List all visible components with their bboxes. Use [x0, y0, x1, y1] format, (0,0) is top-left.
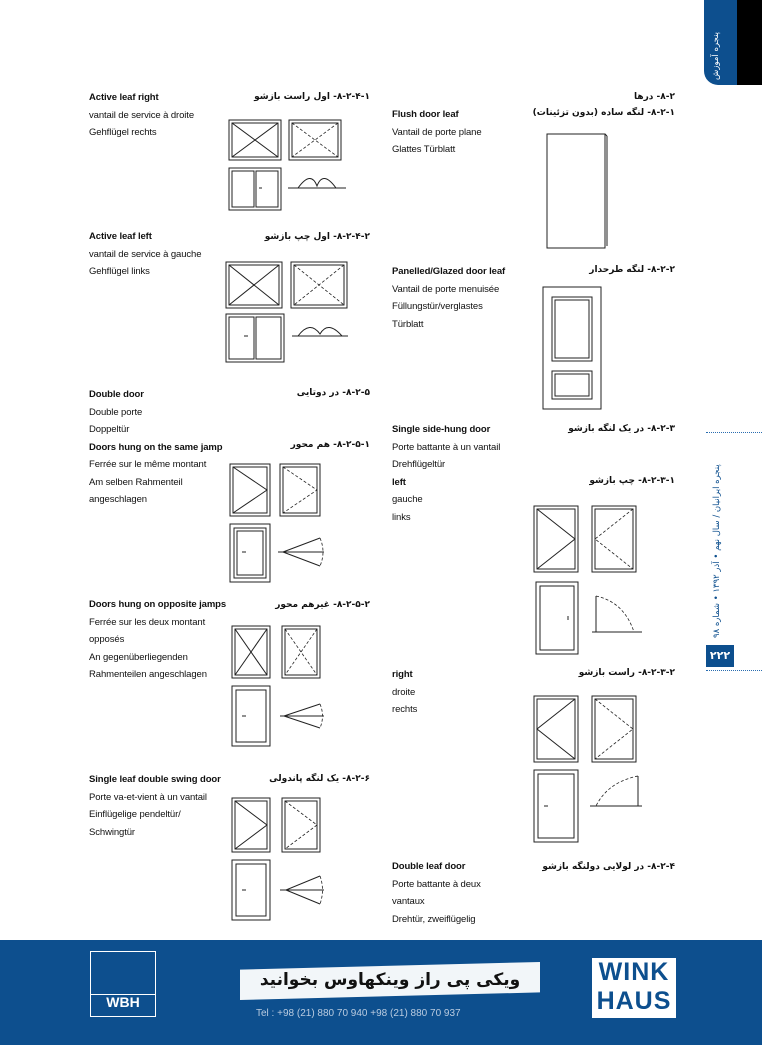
door-diagram [544, 132, 610, 252]
section-heading-fa: ۸-۲-۵- در دوتایی [296, 388, 370, 398]
section-heading-fa: ۸-۲-۲- لنگه طرحدار [589, 265, 675, 275]
door-diagram [532, 504, 644, 658]
section-heading-fa: ۸-۲- درها [633, 92, 675, 102]
door-diagram [226, 118, 356, 214]
door-diagram [228, 624, 328, 750]
wbh-logo: WBH [90, 951, 156, 1017]
section-heading-fa: ۸-۲-۳-۲- راست بازشو [578, 668, 675, 678]
door-diagram [228, 796, 328, 924]
section-text: Panelled/Glazed door leaf Vantail de porte menuisée Füllungstür/verglastes Türblatt [392, 266, 506, 330]
section-text: right droite rechts [392, 669, 418, 715]
section-heading-fa: ۸-۲-۴-۱- اول راست بازشو [254, 92, 370, 102]
door-diagram [532, 694, 644, 846]
section-heading-fa: ۸-۲-۱- لنگه ساده (بدون تزئینات) [532, 108, 675, 118]
section-text: Active leaf left vantail de service à gauche Gehflügel links [89, 231, 202, 277]
section-text: Doors hung on opposite jamps Ferrée sur les deux montant opposés An gegenüberliegenden Rahmenteilen angeschlagen [89, 599, 227, 680]
page-number: ۲۲۲ [706, 645, 734, 667]
divider [706, 670, 762, 671]
door-diagram [224, 260, 354, 364]
door-diagram [228, 462, 328, 586]
section-heading-fa: ۸-۲-۳-۱- چپ بازشو [589, 476, 675, 486]
section-text: Double leaf door Porte battante à deux vantaux Drehtür, zweiflügelig [392, 861, 481, 925]
side-tab-edge [737, 0, 762, 85]
section-heading-fa: ۸-۲-۴-۲- اول چپ بازشو [264, 232, 370, 242]
section-heading-fa: ۸-۲-۴- در لولایی دولنگه بازشو [542, 862, 675, 872]
section-text: Double door Double porte Doppeltür Doors hung on the same jamp Ferrée sur le même montant Am selben Rahmenteil angeschlagen [89, 389, 223, 505]
section-heading-fa: ۸-۲-۶- یک لنگه پاندولی [269, 774, 370, 784]
section-text: Active leaf right vantail de service à droite Gehflügel rechts [89, 92, 195, 138]
brand-banner: ویکی پی راز وینکهاوس بخوانید [240, 962, 540, 1000]
section-heading-fa: ۸-۲-۳- در یک لنگه بازشو [568, 424, 675, 434]
section-text: Flush door leaf Vantail de porte plane Glattes Türblatt [392, 109, 482, 155]
section-text: Single leaf double swing door Porte va-et-vient à un vantail Einflügelige pendeltür/ Schwingtür [89, 774, 221, 838]
section-heading-fa: ۸-۲-۵-۲- غیرهم محور [275, 600, 370, 610]
section-text: Single side-hung door Porte battante à un vantail Drehflügeltür left gauche links [392, 424, 501, 523]
winkhaus-logo: WINK HAUS [592, 958, 676, 1018]
door-diagram [540, 285, 606, 413]
divider [706, 432, 762, 433]
side-tab-label: پنجره آموزش [711, 31, 721, 80]
telephone-numbers: Tel : +98 (21) 880 70 940 +98 (21) 880 70 937 [256, 1008, 461, 1019]
section-heading-fa: ۸-۲-۵-۱- هم محور [290, 440, 370, 450]
journal-label: پنجره ایرانیان / سال نهم • آذر ۱۳۹۲ • شماره ۹۸ [712, 464, 722, 638]
